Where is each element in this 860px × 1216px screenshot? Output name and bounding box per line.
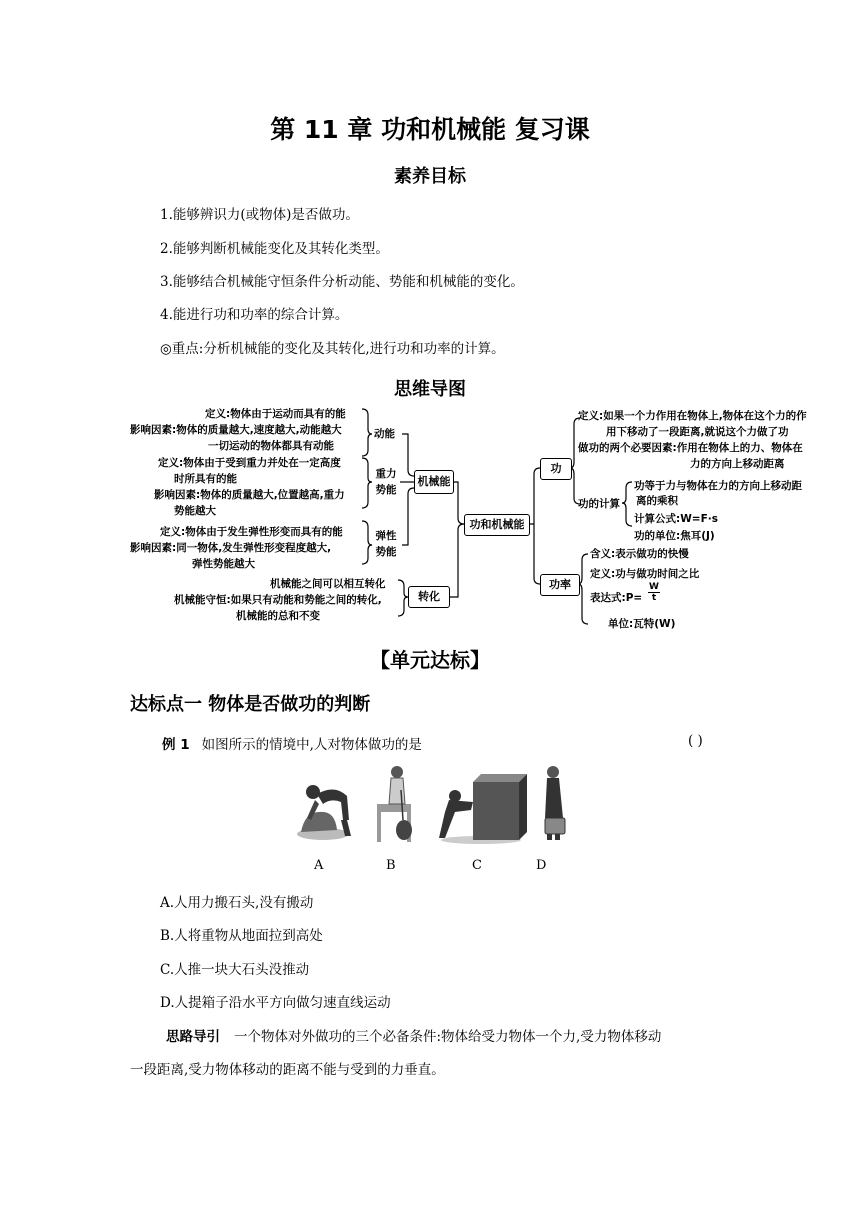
hint-line-1: 思路导引 一个物体对外做功的三个必备条件:物体给受力物体一个力,受力物体移动 bbox=[166, 1029, 662, 1045]
mechanical-energy-node: 机械能 bbox=[414, 470, 454, 494]
goals-heading: 素养目标 bbox=[394, 166, 466, 187]
gpe-factors: 影响因素:物体的质量越大,位置越高,重力 bbox=[154, 489, 345, 501]
power-meaning: 含义:表示做功的快慢 bbox=[590, 548, 689, 560]
work-calc-desc-cont: 离的乘积 bbox=[636, 495, 678, 507]
hint-label: 思路导引 bbox=[166, 1029, 220, 1045]
conservation-line: 机械能守恒:如果只有动能和势能之间的转化, bbox=[174, 594, 382, 606]
goal-item: 1.能够辨识力(或物体)是否做功。 bbox=[160, 207, 359, 223]
figure-label-d: D bbox=[536, 858, 547, 873]
mind-map bbox=[0, 400, 860, 640]
page-title: 第 11 章 功和机械能 复习课 bbox=[270, 115, 590, 144]
figure-c-illustration bbox=[439, 774, 527, 844]
example-figures bbox=[285, 760, 575, 846]
kinetic-node: 动能 bbox=[374, 428, 395, 440]
goal-item: 4.能进行功和功率的综合计算。 bbox=[160, 307, 349, 323]
power-expression: 表达式:P= bbox=[590, 592, 643, 604]
work-definition: 定义:如果一个力作用在物体上,物体在这个力的作 bbox=[578, 410, 807, 422]
power-fraction: W t bbox=[649, 582, 659, 603]
mindmap-heading: 思维导图 bbox=[394, 379, 466, 400]
figure-a-illustration bbox=[297, 785, 351, 840]
elastic-pe-node: 弹性势能 bbox=[375, 530, 397, 558]
work-definition-cont: 用下移动了一段距离,就说这个力做了功 bbox=[606, 426, 789, 438]
work-factors: 做功的两个必要因素:作用在物体上的力、物体在 bbox=[578, 442, 803, 454]
example-label: 例 1 bbox=[162, 737, 190, 753]
goal-item: 3.能够结合机械能守恒条件分析动能、势能和机械能的变化。 bbox=[160, 274, 524, 290]
option-a: A.人用力搬石头,没有搬动 bbox=[160, 895, 314, 911]
hint-line-2: 一段距离,受力物体移动的距离不能与受到的力垂直。 bbox=[130, 1062, 445, 1078]
figure-d-illustration bbox=[545, 766, 565, 840]
kinetic-note: 一切运动的物体都具有动能 bbox=[208, 440, 334, 452]
figure-label-b: B bbox=[386, 858, 396, 873]
work-calc-desc: 功等于力与物体在力的方向上移动距 bbox=[634, 480, 802, 492]
gpe-definition: 定义:物体由于受到重力并处在一定高度 bbox=[158, 457, 341, 469]
work-formula: 计算公式:W=F·s bbox=[634, 513, 718, 525]
power-node: 功率 bbox=[540, 574, 580, 596]
work-calc-node: 功的计算 bbox=[578, 498, 620, 510]
conversion-line: 机械能之间可以相互转化 bbox=[270, 578, 386, 590]
power-definition: 定义:功与做功时间之比 bbox=[590, 568, 700, 580]
figure-b-illustration bbox=[377, 766, 412, 842]
goal-item: ◎重点:分析机械能的变化及其转化,进行功和功率的计算。 bbox=[160, 341, 505, 357]
section-heading: 达标点一 物体是否做功的判断 bbox=[130, 694, 371, 715]
conservation-line-cont: 机械能的总和不变 bbox=[236, 610, 320, 622]
kinetic-factors: 影响因素:物体的质量越大,速度越大,动能越大 bbox=[130, 424, 342, 436]
unit-heading: 【单元达标】 bbox=[370, 648, 490, 672]
gpe-factors-cont: 势能越大 bbox=[174, 505, 216, 517]
example-question: 例 1 如图所示的情境中,人对物体做功的是 bbox=[162, 737, 422, 753]
kinetic-definition: 定义:物体由于运动而具有的能 bbox=[205, 408, 346, 420]
convert-node: 转化 bbox=[408, 586, 450, 608]
option-c: C.人推一块大石头没推动 bbox=[160, 962, 310, 978]
epe-factors-cont: 弹性势能越大 bbox=[192, 558, 255, 570]
epe-factors: 影响因素:同一物体,发生弹性形变程度越大, bbox=[130, 542, 332, 554]
answer-blank: ( ) bbox=[688, 733, 703, 749]
figure-label-a: A bbox=[314, 858, 324, 873]
option-b: B.人将重物从地面拉到高处 bbox=[160, 928, 323, 944]
figure-label-c: C bbox=[472, 858, 482, 873]
center-node: 功和机械能 bbox=[464, 514, 530, 536]
epe-definition: 定义:物体由于发生弹性形变而具有的能 bbox=[160, 526, 343, 538]
work-factors-cont: 力的方向上移动距离 bbox=[690, 458, 785, 470]
option-d: D.人提箱子沿水平方向做匀速直线运动 bbox=[160, 995, 391, 1011]
gpe-definition-cont: 时所具有的能 bbox=[174, 473, 237, 485]
work-unit: 功的单位:焦耳(J) bbox=[634, 530, 715, 542]
goal-item: 2.能够判断机械能变化及其转化类型。 bbox=[160, 241, 389, 257]
power-unit: 单位:瓦特(W) bbox=[608, 618, 676, 630]
work-node: 功 bbox=[540, 458, 572, 480]
gravity-pe-node: 重力势能 bbox=[375, 468, 397, 496]
